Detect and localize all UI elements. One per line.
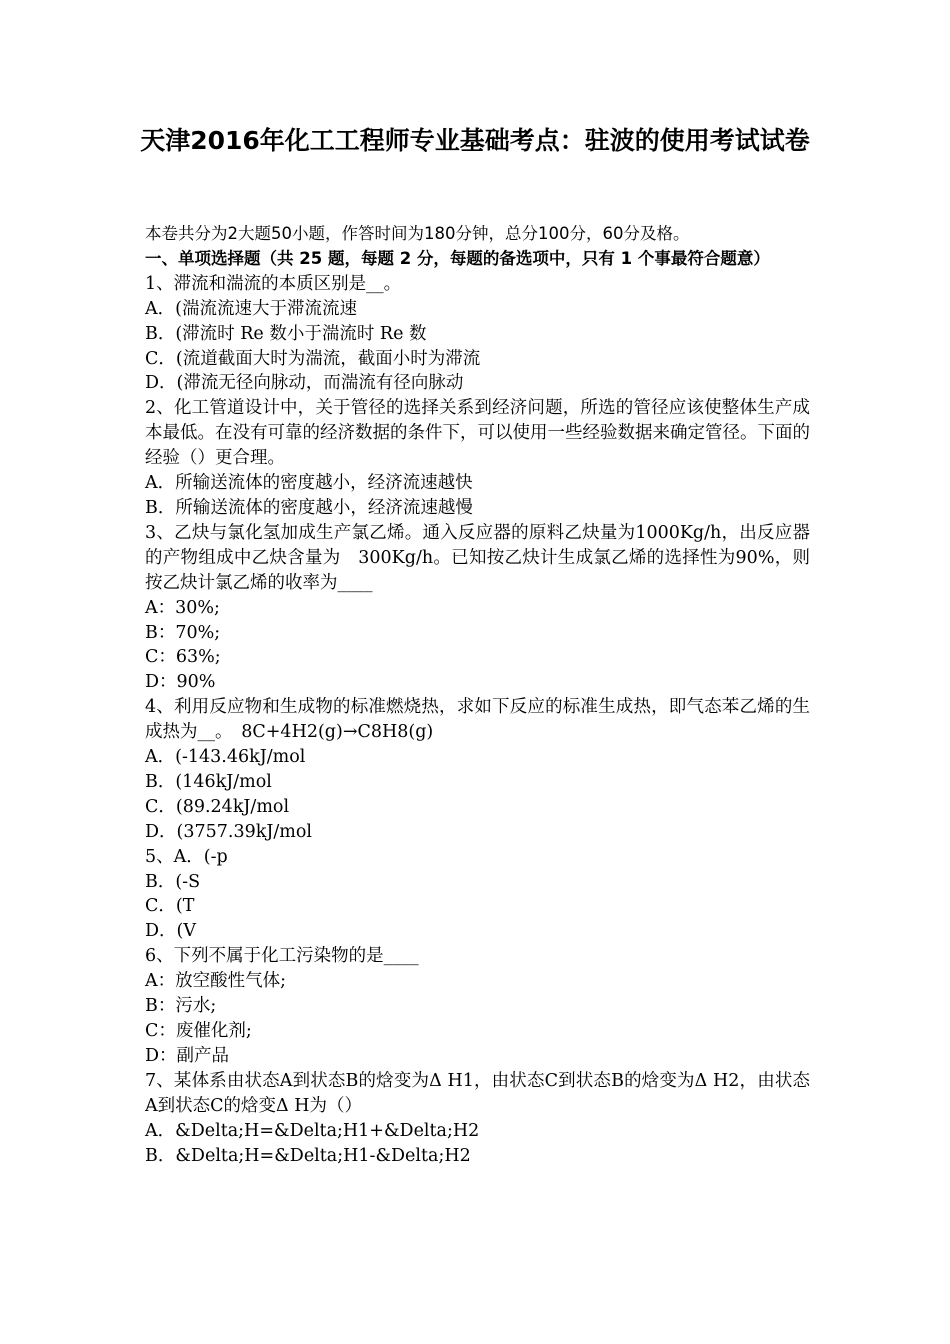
option-c: C．(89.24kJ/mol bbox=[145, 796, 290, 817]
question-4 bbox=[145, 695, 810, 844]
exam-intro: 本卷共分为2大题50小题，作答时间为180分钟，总分100分，60分及格。 bbox=[145, 224, 690, 243]
option-b: B：70%; bbox=[145, 622, 221, 643]
option-d: D．(V bbox=[145, 921, 196, 942]
option-d: D．(3757.39kJ/mol bbox=[145, 821, 312, 842]
question-stem: 6、下列不属于化工污染物的是____ bbox=[145, 946, 419, 967]
option-a: A．&Delta;H=&Delta;H1+&Delta;H2 bbox=[145, 1120, 480, 1141]
document-body bbox=[145, 222, 810, 1168]
option-a: A．(湍流流速大于滞流流速 bbox=[145, 298, 357, 319]
option-b: B．&Delta;H=&Delta;H1-&Delta;H2 bbox=[145, 1145, 471, 1166]
option-d: D：90% bbox=[145, 672, 216, 693]
question-stem: 7、某体系由状态A到状态B的焓变为Δ H1，由状态C到状态B的焓变为Δ H2，由状态A到状态C的焓变Δ H为（） bbox=[145, 1070, 810, 1116]
option-b: B．(-S bbox=[145, 871, 201, 892]
question-3 bbox=[145, 521, 810, 695]
option-a: A：放空酸性气体; bbox=[145, 971, 287, 992]
document-title: 天津2016年化工工程师专业基础考点：驻波的使用考试试卷 bbox=[140, 126, 810, 155]
section-heading: 一、单项选择题（共 25 题，每题 2 分，每题的备选项中，只有 1 个事最符合题意） bbox=[145, 248, 770, 268]
question-1 bbox=[145, 272, 810, 397]
option-c: C：废催化剂; bbox=[145, 1021, 252, 1041]
option-b: B：污水; bbox=[145, 996, 217, 1017]
option-a: A．(-143.46kJ/mol bbox=[145, 747, 306, 768]
question-5 bbox=[145, 845, 810, 945]
question-2 bbox=[145, 396, 810, 521]
option-d: D：副产品 bbox=[145, 1045, 230, 1066]
option-a: A：30%; bbox=[145, 597, 220, 618]
question-stem: 4、利用反应物和生成物的标准燃烧热，求如下反应的标准生成热，即气态苯乙烯的生成热为__。 8C+4H2(g)→C8H8(g) bbox=[145, 697, 810, 743]
question-6 bbox=[145, 944, 810, 1069]
option-a: A．所输送流体的密度越小，经济流速越快 bbox=[145, 473, 473, 494]
option-b: B．(146kJ/mol bbox=[145, 771, 272, 792]
option-b: B．所输送流体的密度越小，经济流速越慢 bbox=[145, 497, 473, 518]
option-c: C：63%; bbox=[145, 647, 221, 668]
question-stem: 5、A．(-p bbox=[145, 846, 228, 867]
question-stem: 3、乙炔与氯化氢加成生产氯乙烯。通入反应器的原料乙炔量为1000Kg/h，出反应器的产物组成中乙炔含量为 300Kg/h。已知按乙炔计生成氯乙烯的选择性为90%，则按乙炔计氯乙烯的收率为____ bbox=[145, 522, 810, 593]
option-c: C．(T bbox=[145, 896, 195, 917]
question-7 bbox=[145, 1069, 810, 1169]
option-c: C．(流道截面大时为湍流，截面小时为滞流 bbox=[145, 348, 481, 369]
option-d: D．(滞流无径向脉动，而湍流有径向脉动 bbox=[145, 373, 464, 394]
question-stem: 2、化工管道设计中，关于管径的选择关系到经济问题，所选的管径应该使整体生产成本最低。在没有可靠的经济数据的条件下，可以使用一些经验数据来确定管径。下面的经验（）更合理。 bbox=[145, 398, 810, 469]
option-b: B．(滞流时 Re 数小于湍流时 Re 数 bbox=[145, 323, 427, 344]
question-stem: 1、滞流和湍流的本质区别是__。 bbox=[145, 273, 402, 294]
